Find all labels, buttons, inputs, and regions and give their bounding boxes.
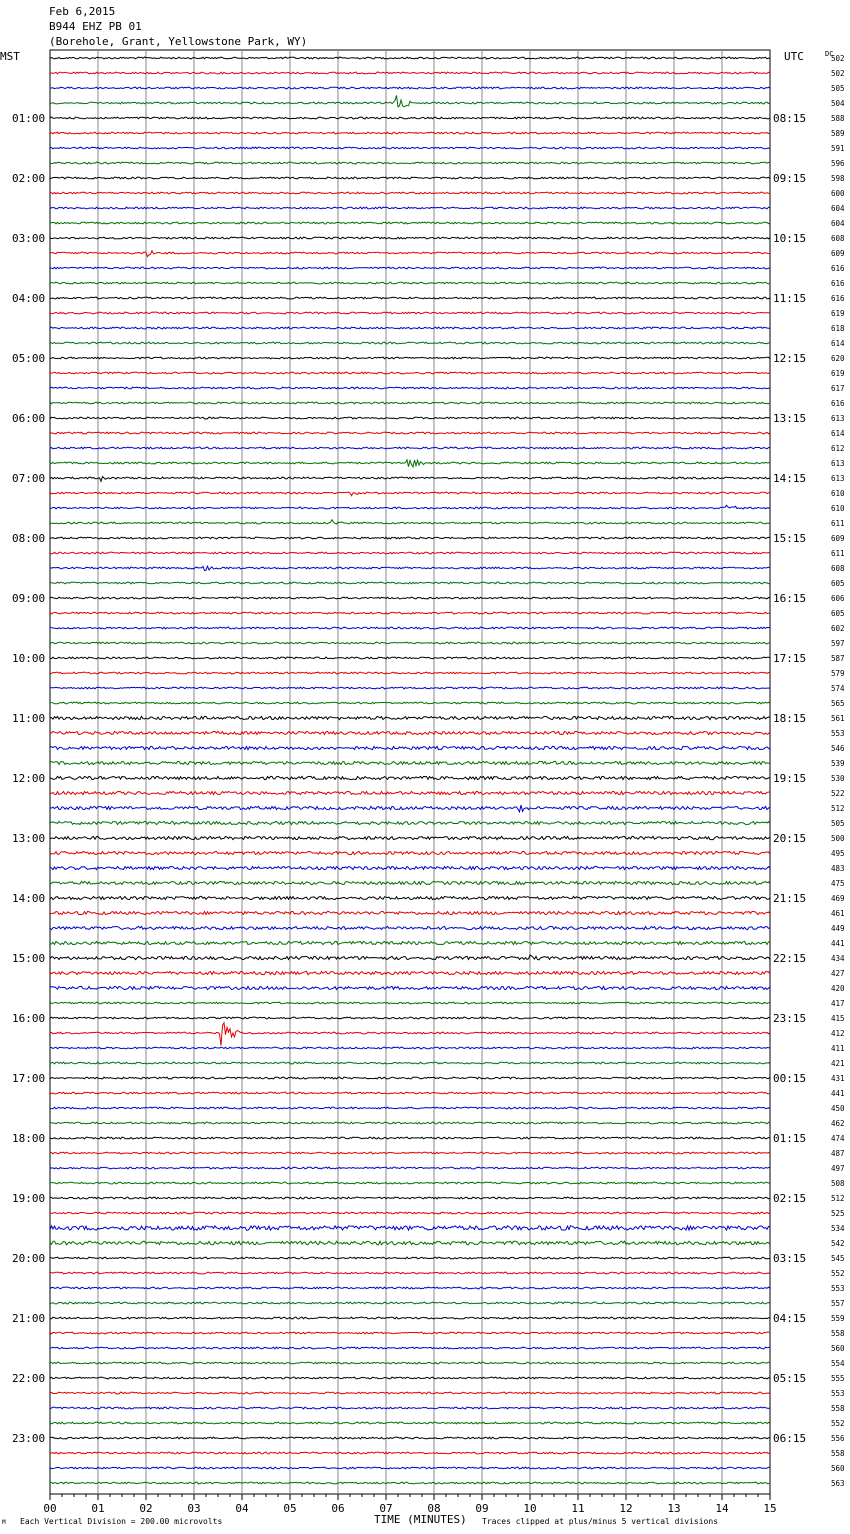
seismic-trace	[50, 477, 770, 482]
seismic-trace	[50, 597, 770, 599]
x-tick-label: 08	[427, 1502, 441, 1515]
dc-offset-label: 605	[831, 579, 845, 588]
utc-time-label: 04:15	[773, 1312, 807, 1325]
x-tick-label: 15	[763, 1502, 777, 1515]
dc-offset-label: 502	[831, 69, 845, 78]
dc-offset-label: 616	[831, 264, 845, 273]
dc-offset-label: 469	[831, 894, 845, 903]
seismic-trace	[50, 986, 770, 989]
dc-offset-label: 612	[831, 444, 845, 453]
dc-offset-label: 525	[831, 1209, 845, 1218]
dc-offset-label: 616	[831, 279, 845, 288]
seismic-trace	[50, 746, 770, 749]
dc-offset-label: 554	[831, 1359, 845, 1368]
dc-offset-label: 427	[831, 969, 845, 978]
seismic-trace	[50, 1302, 770, 1304]
dc-offset-label: 487	[831, 1149, 845, 1158]
station-channel: B944 EHZ PB 01	[49, 20, 142, 33]
utc-time-label: 06:15	[773, 1432, 807, 1445]
seismic-trace	[50, 267, 770, 269]
dc-offset-label: 619	[831, 309, 845, 318]
seismic-trace	[50, 1287, 770, 1289]
seismic-trace	[50, 1226, 770, 1230]
x-tick-label: 00	[43, 1502, 57, 1515]
seismic-trace	[50, 1122, 770, 1124]
dc-offset-label: 604	[831, 204, 845, 213]
x-tick-label: 14	[715, 1502, 729, 1515]
seismic-trace	[50, 926, 770, 929]
mst-time-label: 11:00	[12, 712, 46, 725]
utc-time-label: 05:15	[773, 1372, 807, 1385]
dc-offset-label: 553	[831, 1389, 845, 1398]
mst-time-label: 06:00	[12, 412, 46, 425]
seismic-trace	[50, 1407, 770, 1409]
dc-offset-label: 591	[831, 144, 845, 153]
utc-time-label: 13:15	[773, 412, 807, 425]
dc-offset-label: 412	[831, 1029, 845, 1038]
dc-offset-label: 434	[831, 954, 845, 963]
dc-offset-label: 614	[831, 339, 845, 348]
seismic-trace	[50, 911, 770, 914]
dc-offset-label: 618	[831, 324, 845, 333]
utc-time-label: 08:15	[773, 112, 807, 125]
seismic-trace	[50, 192, 770, 194]
seismic-trace	[50, 162, 770, 164]
seismic-trace	[50, 1092, 770, 1094]
dc-header-label: DC	[825, 50, 834, 58]
seismic-trace	[50, 582, 770, 584]
seismic-trace	[50, 251, 770, 257]
dc-offset-label: 557	[831, 1299, 845, 1308]
dc-offset-label: 617	[831, 384, 845, 393]
seismic-trace	[50, 1467, 770, 1469]
seismic-trace	[50, 417, 770, 419]
dc-offset-label: 553	[831, 1284, 845, 1293]
seismic-trace	[50, 1182, 770, 1184]
dc-offset-label: 565	[831, 699, 845, 708]
seismic-trace	[50, 1377, 770, 1379]
x-tick-label: 10	[523, 1502, 537, 1515]
mst-time-label: 15:00	[12, 952, 46, 965]
seismic-trace	[50, 1392, 770, 1394]
mst-time-label: 21:00	[12, 1312, 46, 1325]
x-tick-label: 13	[667, 1502, 681, 1515]
mst-time-label: 13:00	[12, 832, 46, 845]
dc-offset-label: 574	[831, 684, 845, 693]
seismic-trace	[50, 896, 770, 899]
dc-offset-label: 563	[831, 1479, 845, 1488]
dc-offset-label: 558	[831, 1404, 845, 1413]
dc-offset-label: 475	[831, 879, 845, 888]
dc-offset-label: 619	[831, 369, 845, 378]
dc-offset-label: 616	[831, 294, 845, 303]
dc-offset-label: 596	[831, 159, 845, 168]
seismic-trace	[50, 642, 770, 644]
utc-time-label: 10:15	[773, 232, 807, 245]
utc-time-label: 02:15	[773, 1192, 807, 1205]
utc-time-label: 11:15	[773, 292, 807, 305]
dc-offset-label: 558	[831, 1329, 845, 1338]
seismic-trace	[50, 776, 770, 779]
utc-time-label: 15:15	[773, 532, 807, 545]
seismic-trace	[50, 505, 770, 509]
utc-time-label: 19:15	[773, 772, 807, 785]
seismic-trace	[50, 297, 770, 299]
dc-offset-label: 504	[831, 99, 845, 108]
seismic-trace	[50, 716, 770, 719]
mst-time-label: 02:00	[12, 172, 46, 185]
seismic-trace	[50, 147, 770, 149]
seismic-trace	[50, 702, 770, 704]
seismic-trace	[50, 237, 770, 239]
seismic-trace	[50, 132, 770, 134]
seismic-trace	[50, 612, 770, 614]
seismic-trace	[50, 312, 770, 314]
seismic-trace	[50, 791, 770, 794]
seismic-trace	[50, 805, 770, 812]
dc-offset-label: 589	[831, 129, 845, 138]
seismic-trace	[50, 761, 770, 764]
seismic-trace	[50, 342, 770, 344]
seismic-trace	[50, 881, 770, 884]
seismic-trace	[50, 1317, 770, 1319]
dc-offset-label: 461	[831, 909, 845, 918]
mst-time-label: 09:00	[12, 592, 46, 605]
seismic-trace	[50, 57, 770, 59]
seismic-trace	[50, 327, 770, 329]
mst-time-label: 04:00	[12, 292, 46, 305]
mst-time-label: 18:00	[12, 1132, 46, 1145]
dc-offset-label: 534	[831, 1224, 845, 1233]
seismic-trace	[50, 402, 770, 404]
mst-time-label: 03:00	[12, 232, 46, 245]
dc-offset-label: 609	[831, 249, 845, 258]
utc-time-label: 20:15	[773, 832, 807, 845]
utc-time-label: 01:15	[773, 1132, 807, 1145]
dc-offset-label: 415	[831, 1014, 845, 1023]
dc-offset-label: 495	[831, 849, 845, 858]
seismic-trace	[50, 537, 770, 539]
seismic-trace	[50, 87, 770, 89]
seismic-trace	[50, 1212, 770, 1214]
dc-offset-label: 587	[831, 654, 845, 663]
seismic-trace	[50, 447, 770, 449]
dc-offset-label: 555	[831, 1374, 845, 1383]
dc-offset-label: 441	[831, 939, 845, 948]
seismic-trace	[50, 566, 770, 570]
seismic-trace	[50, 520, 770, 524]
x-tick-label: 12	[619, 1502, 633, 1515]
seismic-trace	[50, 836, 770, 839]
seismic-trace	[50, 72, 770, 74]
x-tick-label: 05	[283, 1502, 297, 1515]
seismic-trace	[50, 1077, 770, 1079]
x-tick-label: 03	[187, 1502, 201, 1515]
seismic-trace	[50, 1257, 770, 1259]
x-tick-label: 06	[331, 1502, 345, 1515]
seismic-trace	[50, 1452, 770, 1454]
dc-offset-label: 604	[831, 219, 845, 228]
seismic-trace	[50, 731, 770, 734]
dc-offset-label: 609	[831, 534, 845, 543]
dc-offset-label: 556	[831, 1434, 845, 1443]
seismic-trace	[50, 941, 770, 944]
seismic-trace	[50, 672, 770, 674]
x-tick-label: 01	[91, 1502, 105, 1515]
utc-time-label: 16:15	[773, 592, 807, 605]
dc-offset-label: 579	[831, 669, 845, 678]
seismic-trace	[50, 1422, 770, 1424]
dc-offset-label: 610	[831, 489, 845, 498]
seismic-trace	[50, 1362, 770, 1364]
seismic-trace	[50, 657, 770, 659]
seismic-trace	[50, 1272, 770, 1274]
dc-offset-label: 450	[831, 1104, 845, 1113]
dc-offset-label: 546	[831, 744, 845, 753]
station-date: Feb 6,2015	[49, 5, 116, 18]
utc-time-label: 21:15	[773, 892, 807, 905]
mst-zone-label: MST	[0, 50, 20, 63]
x-tick-label: 04	[235, 1502, 249, 1515]
x-tick-label: 11	[571, 1502, 585, 1515]
x-tick-label: 09	[475, 1502, 489, 1515]
utc-time-label: 12:15	[773, 352, 807, 365]
dc-offset-label: 539	[831, 759, 845, 768]
dc-offset-label: 560	[831, 1344, 845, 1353]
seismic-trace	[50, 552, 770, 554]
mst-time-label: 01:00	[12, 112, 46, 125]
utc-time-label: 18:15	[773, 712, 807, 725]
clip-note: Traces clipped at plus/minus 5 vertical divisions	[482, 1517, 719, 1526]
dc-offset-label: 522	[831, 789, 845, 798]
seismic-trace	[50, 1482, 770, 1484]
seismic-trace	[50, 1437, 770, 1439]
seismic-trace	[50, 1332, 770, 1334]
station-location: (Borehole, Grant, Yellowstone Park, WY)	[49, 35, 308, 48]
seismic-trace	[50, 492, 770, 496]
plot-frame	[50, 50, 770, 1494]
seismic-trace	[50, 177, 770, 179]
dc-offset-label: 588	[831, 114, 845, 123]
dc-offset-label: 608	[831, 564, 845, 573]
dc-offset-label: 552	[831, 1419, 845, 1428]
scale-note: Each Vertical Division = 200.00 microvolts	[20, 1517, 223, 1526]
utc-time-label: 09:15	[773, 172, 807, 185]
x-tick-label: 07	[379, 1502, 393, 1515]
seismic-trace	[50, 1107, 770, 1109]
utc-time-label: 22:15	[773, 952, 807, 965]
mst-time-label: 08:00	[12, 532, 46, 545]
dc-offset-label: 611	[831, 549, 845, 558]
dc-offset-label: 608	[831, 234, 845, 243]
seismic-trace	[50, 955, 770, 960]
seismic-trace	[50, 372, 770, 374]
dc-offset-label: 613	[831, 474, 845, 483]
seismic-trace	[50, 1137, 770, 1139]
seismic-trace	[50, 1167, 770, 1169]
mst-time-label: 17:00	[12, 1072, 46, 1085]
seismic-trace	[50, 851, 770, 854]
mst-time-label: 16:00	[12, 1012, 46, 1025]
dc-offset-label: 561	[831, 714, 845, 723]
dc-offset-label: 500	[831, 834, 845, 843]
dc-offset-label: 613	[831, 459, 845, 468]
mst-time-label: 22:00	[12, 1372, 46, 1385]
utc-zone-label: UTC	[784, 50, 804, 63]
dc-offset-label: 598	[831, 174, 845, 183]
mst-time-label: 12:00	[12, 772, 46, 785]
dc-offset-label: 559	[831, 1314, 845, 1323]
dc-offset-label: 545	[831, 1254, 845, 1263]
dc-offset-label: 606	[831, 594, 845, 603]
x-axis-label: TIME (MINUTES)	[374, 1513, 467, 1526]
dc-offset-label: 613	[831, 414, 845, 423]
dc-offset-label: 605	[831, 609, 845, 618]
dc-offset-label: 502	[831, 54, 845, 63]
seismic-trace	[50, 117, 770, 119]
seismic-trace	[50, 1023, 770, 1046]
utc-time-label: 23:15	[773, 1012, 807, 1025]
dc-offset-label: 614	[831, 429, 845, 438]
seismic-trace	[50, 1002, 770, 1004]
dc-offset-label: 542	[831, 1239, 845, 1248]
dc-offset-label: 497	[831, 1164, 845, 1173]
utc-time-label: 14:15	[773, 472, 807, 485]
mst-time-label: 19:00	[12, 1192, 46, 1205]
dc-offset-label: 505	[831, 84, 845, 93]
utc-time-label: 17:15	[773, 652, 807, 665]
seismic-trace	[50, 1152, 770, 1154]
dc-offset-label: 449	[831, 924, 845, 933]
seismic-trace	[50, 1347, 770, 1349]
dc-offset-label: 558	[831, 1449, 845, 1458]
dc-offset-label: 411	[831, 1044, 845, 1053]
seismic-trace	[50, 387, 770, 389]
seismic-trace	[50, 866, 770, 869]
seismic-trace	[50, 357, 770, 359]
seismic-trace	[50, 1241, 770, 1245]
seismic-trace	[50, 1062, 770, 1064]
mst-time-label: 20:00	[12, 1252, 46, 1265]
dc-offset-label: 420	[831, 984, 845, 993]
dc-offset-label: 610	[831, 504, 845, 513]
dc-offset-label: 505	[831, 819, 845, 828]
footer-mark: M	[2, 1519, 6, 1526]
x-tick-label: 02	[139, 1502, 153, 1515]
dc-offset-label: 616	[831, 399, 845, 408]
dc-offset-label: 611	[831, 519, 845, 528]
seismic-trace	[50, 821, 770, 824]
dc-offset-label: 560	[831, 1464, 845, 1473]
seismic-trace	[50, 687, 770, 689]
dc-offset-label: 553	[831, 729, 845, 738]
mst-time-label: 05:00	[12, 352, 46, 365]
seismic-trace	[50, 460, 770, 467]
dc-offset-label: 421	[831, 1059, 845, 1068]
seismic-trace	[50, 1017, 770, 1019]
dc-offset-label: 600	[831, 189, 845, 198]
dc-offset-label: 508	[831, 1179, 845, 1188]
seismic-trace	[50, 1047, 770, 1049]
dc-offset-label: 441	[831, 1089, 845, 1098]
dc-offset-label: 483	[831, 864, 845, 873]
utc-time-label: 00:15	[773, 1072, 807, 1085]
utc-time-label: 03:15	[773, 1252, 807, 1265]
dc-offset-label: 530	[831, 774, 845, 783]
mst-time-label: 10:00	[12, 652, 46, 665]
dc-offset-label: 462	[831, 1119, 845, 1128]
dc-offset-label: 512	[831, 804, 845, 813]
dc-offset-label: 417	[831, 999, 845, 1008]
seismic-trace	[50, 222, 770, 224]
dc-offset-label: 597	[831, 639, 845, 648]
seismic-trace	[50, 1197, 770, 1199]
seismic-trace	[50, 207, 770, 209]
dc-offset-label: 512	[831, 1194, 845, 1203]
dc-offset-label: 474	[831, 1134, 845, 1143]
seismic-trace	[50, 432, 770, 434]
seismic-trace	[50, 95, 770, 107]
seismic-trace	[50, 282, 770, 284]
dc-offset-label: 602	[831, 624, 845, 633]
seismic-trace	[50, 971, 770, 974]
dc-offset-label: 620	[831, 354, 845, 363]
mst-time-label: 23:00	[12, 1432, 46, 1445]
seismic-trace	[50, 627, 770, 629]
dc-offset-label: 552	[831, 1269, 845, 1278]
dc-offset-label: 431	[831, 1074, 845, 1083]
mst-time-label: 14:00	[12, 892, 46, 905]
mst-time-label: 07:00	[12, 472, 46, 485]
